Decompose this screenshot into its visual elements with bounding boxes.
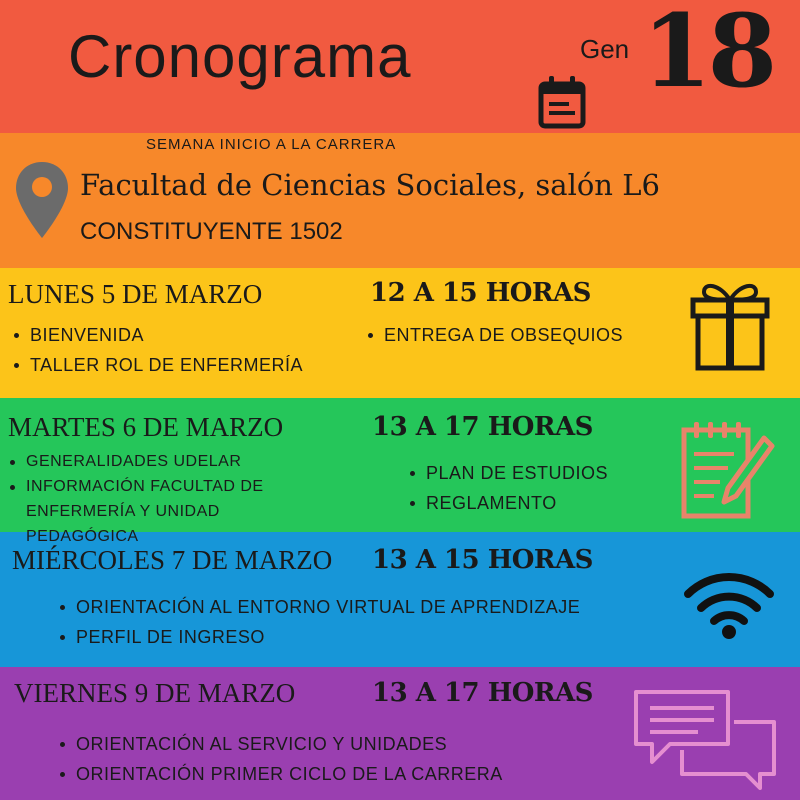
list-item: GENERALIDADES UDELAR: [8, 449, 296, 474]
generation-number: 18: [642, 0, 774, 110]
monday-items-right: [366, 320, 623, 350]
venue-name: Facultad de Ciencias Sociales, salón L6: [80, 168, 660, 202]
wifi-icon: [684, 566, 774, 640]
list-item: ENTREGA DE OBSEQUIOS: [366, 320, 623, 350]
day-label-wednesday: MIÉRCOLES 7 DE MARZO: [12, 545, 333, 575]
wednesday-items: [58, 592, 580, 652]
list-item: ORIENTACIÓN PRIMER CICLO DE LA CARRERA: [58, 759, 503, 789]
day-label-friday: VIERNES 9 DE MARZO: [14, 678, 296, 708]
list-item: REGLAMENTO: [408, 488, 608, 518]
notepad-pencil-icon: [680, 420, 776, 520]
monday-items-left: [12, 320, 303, 380]
list-item: INFORMACIÓN FACULTAD DE ENFERMERÍA Y UNIDAD PEDAGÓGICA: [8, 474, 296, 549]
chat-bubbles-icon: [630, 686, 780, 790]
list-item: PLAN DE ESTUDIOS: [408, 458, 608, 488]
subtitle: SEMANA INICIO A LA CARRERA: [146, 136, 397, 153]
hours-tuesday: 13 A 17 HORAS: [372, 412, 593, 442]
list-item: PERFIL DE INGRESO: [58, 622, 580, 652]
location-pin-icon: [14, 160, 70, 240]
calendar-icon: [538, 74, 586, 130]
gift-icon: [690, 278, 770, 372]
tuesday-items-left: [8, 449, 296, 549]
list-item: ORIENTACIÓN AL SERVICIO Y UNIDADES: [58, 729, 503, 759]
page-title: Cronograma: [68, 23, 412, 90]
tuesday-items-right: [408, 458, 608, 518]
hours-monday: 12 A 15 HORAS: [370, 278, 591, 308]
day-label-tuesday: MARTES 6 DE MARZO: [8, 412, 284, 442]
list-item: BIENVENIDA: [12, 320, 303, 350]
list-item: TALLER ROL DE ENFERMERÍA: [12, 350, 303, 380]
friday-items: [58, 729, 503, 789]
hours-wednesday: 13 A 15 HORAS: [372, 545, 593, 575]
venue-address: CONSTITUYENTE 1502: [80, 218, 343, 245]
generation-label: Gen: [580, 34, 630, 64]
list-item: ORIENTACIÓN AL ENTORNO VIRTUAL DE APRENDIZAJE: [58, 592, 580, 622]
day-label-monday: LUNES 5 DE MARZO: [8, 279, 263, 309]
hours-friday: 13 A 17 HORAS: [372, 678, 593, 708]
